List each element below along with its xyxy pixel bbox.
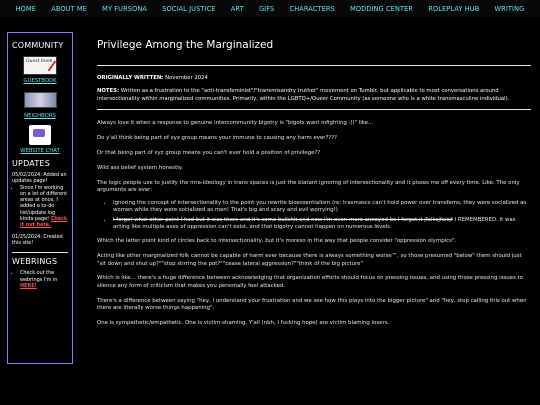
paragraph: There's a difference between saying "hey, I understand your frustration and we see how this plays into the bigger picture" and "hey, stop calling this out when there are literally worse things happening".	[97, 297, 527, 312]
guestbook-icon: Guest book	[23, 56, 57, 75]
nav-roleplay-hub[interactable]: ROLEPLAY HUB	[428, 4, 480, 13]
neighbors-image	[24, 92, 57, 108]
nav-social-justice[interactable]: SOCIAL JUSTICE	[162, 4, 216, 13]
article	[97, 32, 531, 400]
update-date: 05/02/2024:	[12, 172, 42, 178]
guestbook-link[interactable]: GUESTBOOK	[23, 78, 57, 84]
notes: NOTES: Written as a frustration to the "anti-transfeminist"/"transmisandry truther" movement on Tumblr, but applicable to most conversations around intersectionality within marginalized communities. Primarily, within the LGBTQ+/Queer Community (as someone who is a white transmasculine individual).	[97, 88, 510, 102]
nav-art[interactable]: ART	[230, 4, 244, 13]
community-title: COMMUNITY	[12, 41, 64, 50]
paragraph: Acting like other marginalized folk cannot be capable of harm ever because there is always something worse™, so those presumed "below" them should just "sit down and shut up?""stop stirring the pot?""cease lateral aggression?""think of the big picture"	[97, 253, 522, 267]
written-date: ORIGINALLY WRITTEN: November 2024	[97, 75, 208, 81]
webrings-link[interactable]: HERE!	[20, 282, 37, 289]
nav-gifs[interactable]: GIFS	[258, 4, 275, 13]
paragraph: One is sympathetic/empathetic. One is victim-shaming. Y'all (nbh, I fucking hope) are victim blaming losers.	[97, 320, 390, 327]
neighbors-badge[interactable]	[12, 89, 68, 111]
website-chat-link[interactable]: WEBSITE CHAT	[20, 148, 60, 154]
update-entry	[12, 234, 68, 247]
guestbook-badge[interactable]	[12, 54, 68, 76]
update-bullet: • Since I'm working on a lot of different areas at once, I added a to-do list/update log kinda page! Check it out here.	[20, 185, 68, 229]
nav-characters[interactable]: CHARACTERS	[289, 4, 335, 13]
updates-title: UPDATES	[12, 159, 50, 168]
update-text: Added an updates page!	[12, 172, 67, 185]
nav-my-fursona[interactable]: MY FURSONA	[102, 4, 148, 13]
paragraph: Always love it when a response to genuine intercommunity bigotry is "bigots want infighting :((" like...	[97, 120, 374, 127]
paragraph: Which is like... there's a huge difference between acknowledging that organization efforts should focus on pressing issues, and using those pressing issues to silence any form of criticism that makes you personally feel attacked.	[97, 275, 523, 289]
divider	[97, 65, 531, 66]
paragraph: Or that being part of xyz group means you can't ever hold a position of privilege??	[97, 149, 321, 156]
paragraph: Which the latter point kind of circles back to intersectionality, but it's moreso in the way that people consider "oppression olympics".	[97, 238, 457, 245]
update-entry	[12, 172, 68, 229]
paragraph: The logic people use to justify the mra-ideology in trans spaces is just the blatant ignoring of intersectionality and it pisses me off every time. Like. The only arguments are ever:	[97, 179, 520, 194]
paragraph: Wild ass belief system honestly.	[97, 164, 183, 171]
nav-writing[interactable]: WRITING	[494, 4, 525, 13]
update-date: 01/25/2024:	[12, 233, 42, 240]
webrings-title: WEBRINGS	[12, 257, 58, 267]
paragraph: Do y'all think being part of xyz group means your immune to causing any harm ever????	[97, 135, 337, 142]
webrings-entry	[12, 270, 68, 289]
divider	[12, 252, 68, 253]
nav-modding-center[interactable]: MODDING CENTER	[350, 4, 414, 13]
website-chat-badge[interactable]	[12, 124, 68, 146]
chat-bubble-icon	[29, 125, 51, 145]
updates-page-link[interactable]: Check it out here.	[20, 216, 68, 229]
list-item: • I forgot what other point I had but it was there and it's some bullshit and now I'm even more annoyed bc I forgot it jfalksjfalsjf I REMEMBERED. It was acting like multiple axes of oppression can't exist, and that bigotry cannot happen on numerous levels.	[113, 217, 531, 232]
nav-home[interactable]: HOME	[15, 4, 37, 13]
list-item: • Ignoring the concept of intersectionality to the point you rewrite bioessentialism (re: trasmascs can't hold power over transfems, they were socialized as women while they were socialized as men! That's big and scary and evil worrying!)	[113, 200, 531, 215]
argument-list	[97, 200, 531, 231]
update-text: Created this site!	[12, 233, 63, 246]
neighbors-link[interactable]: NEIGHBORS	[24, 113, 56, 119]
top-navigation	[0, 0, 540, 17]
webrings-bullet: • Check out the webrings I'm in HERE!	[20, 270, 68, 289]
divider	[97, 109, 531, 110]
page-title: Privilege Among the Marginalized	[97, 39, 274, 51]
sidebar	[7, 32, 73, 364]
nav-about-me[interactable]: ABOUT ME	[51, 4, 87, 13]
